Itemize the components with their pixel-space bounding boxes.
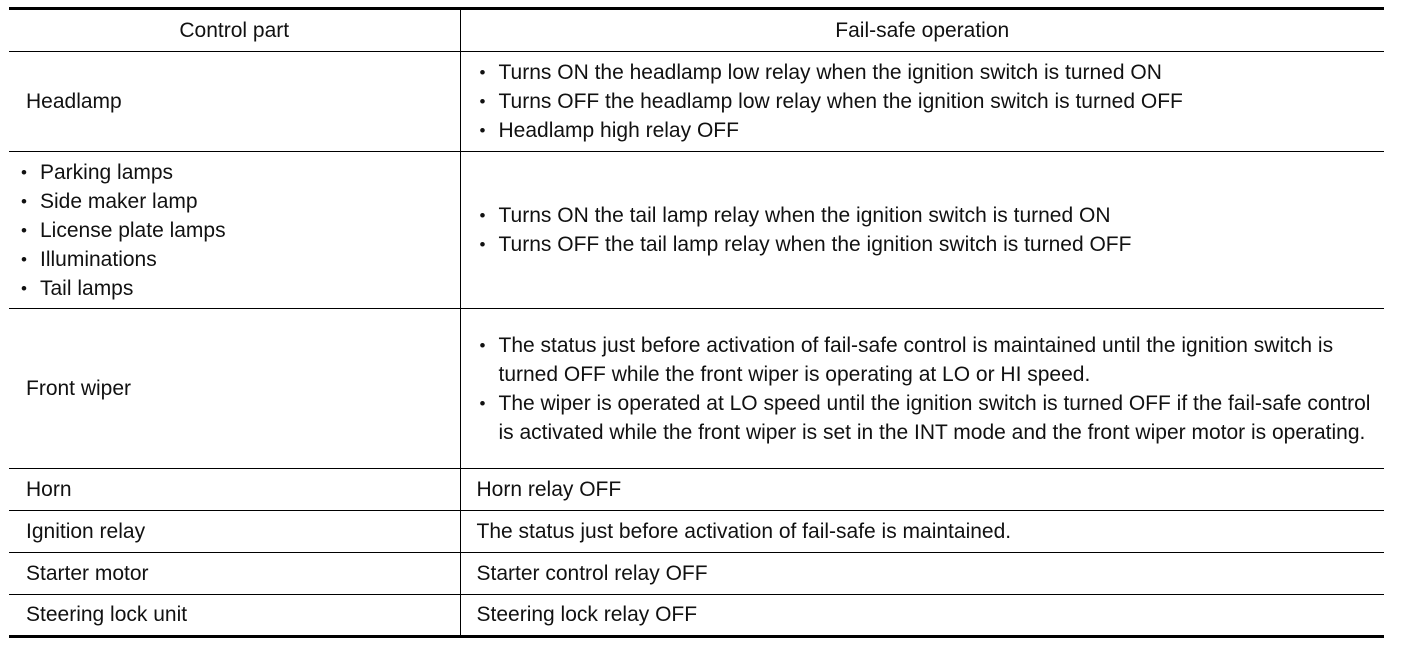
operation-list [477,58,1375,145]
header-fail-safe-operation: Fail-safe operation [460,9,1384,52]
table-row-starter-motor [9,553,1384,595]
control-part-cell: Steering lock unit [9,595,460,637]
control-part-list [18,158,450,303]
list-item: • Illuminations [18,245,450,274]
list-item: • Parking lamps [18,158,450,187]
control-part-cell: Horn [9,469,460,511]
table-row-lamps [9,152,1384,309]
list-item: • Side maker lamp [18,187,450,216]
list-item: • Tail lamps [18,274,450,303]
list-item: • License plate lamps [18,216,450,245]
control-part-cell: Ignition relay [9,511,460,553]
list-item: • Turns OFF the tail lamp relay when the ignition switch is turned OFF [477,230,1375,259]
table-row-ignition-relay [9,511,1384,553]
table-header-row [9,9,1384,52]
list-item: • Turns ON the headlamp low relay when the ignition switch is turned ON [477,58,1375,87]
operation-cell [460,152,1384,309]
table-row-steering-lock-unit [9,595,1384,637]
fail-safe-table [9,7,1384,638]
list-item: • The wiper is operated at LO speed until the ignition switch is turned OFF if the fail-safe control is activated while the front wiper is set in the INT mode and the front wiper motor is operating. [477,389,1375,447]
control-part-cell [9,152,460,309]
list-item: • Turns OFF the headlamp low relay when the ignition switch is turned OFF [477,87,1375,116]
operation-list [477,201,1375,259]
operation-cell [460,309,1384,469]
operation-list [477,331,1375,447]
operation-cell: The status just before activation of fail-safe is maintained. [460,511,1384,553]
fail-safe-table-container [9,7,1384,638]
list-item: • Turns ON the tail lamp relay when the ignition switch is turned ON [477,201,1375,230]
header-control-part: Control part [9,9,460,52]
operation-cell: Horn relay OFF [460,469,1384,511]
control-part-cell: Headlamp [9,52,460,152]
operation-cell: Starter control relay OFF [460,553,1384,595]
control-part-cell: Front wiper [9,309,460,469]
table-row-headlamp [9,52,1384,152]
list-item: • The status just before activation of fail-safe control is maintained until the ignition switch is turned OFF while the front wiper is operating at LO or HI speed. [477,331,1375,389]
list-item: • Headlamp high relay OFF [477,116,1375,145]
operation-cell [460,52,1384,152]
table-row-front-wiper [9,309,1384,469]
table-row-horn [9,469,1384,511]
control-part-cell: Starter motor [9,553,460,595]
operation-cell: Steering lock relay OFF [460,595,1384,637]
